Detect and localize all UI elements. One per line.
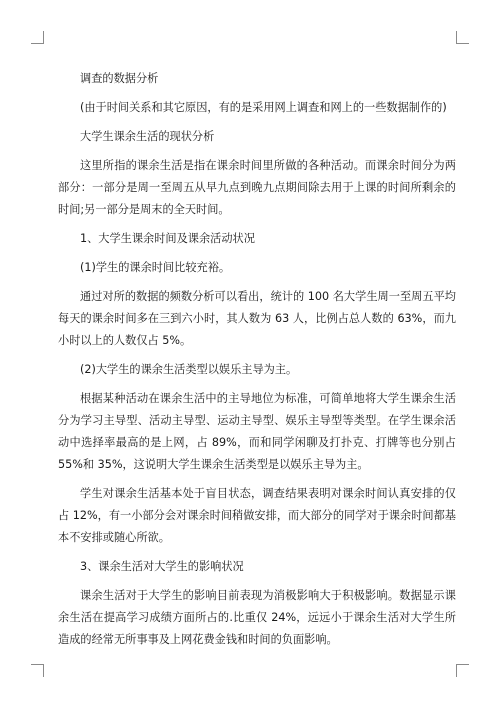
crop-mark-top-left bbox=[31, 31, 44, 44]
numbered-heading: 1、大学生课余时间及课余活动状况 bbox=[80, 232, 255, 245]
note-paragraph: (由于时间关系和其它原因，有的是采用网上调查和网上的一些数据制作的) bbox=[80, 101, 447, 114]
body-paragraph: 这里所指的课余生活是指在课余时间里所做的各种活动。而课余时间分为两部分：一部分是周一至周五从早九点到晚九点期间除去用于上课的时间所剩余的时间;另一部分是周末的全天时间。 bbox=[58, 159, 456, 216]
point-heading: (2)大学生的课余生活类型以娱乐主导为主。 bbox=[80, 363, 298, 376]
crop-mark-top-right bbox=[456, 31, 469, 44]
crop-mark-bottom-right bbox=[456, 664, 469, 677]
body-paragraph: 根据某种活动在课余生活中的主导地位为标准，可简单地将大学生课余生活分为学习主导型、活动主导型、运动主导型、娱乐主导型等类型。在学生课余活动中选择率最高的是上网，占 89%，而和同学闲聊及打扑克、打牌等也分别占 55%和 35%，这说明大学生课余生活类型是以娱乐主导为主。 bbox=[58, 392, 456, 471]
document-body bbox=[58, 68, 456, 658]
body-paragraph: 通过对所的数据的频数分析可以看出，统计的 100 名大学生周一至周五平均每天的课余时间多在三到六小时，其人数为 63 人，比例占总人数的 63%，而九小时以上的人数仅占 5%。 bbox=[58, 290, 456, 347]
subsection-heading: 大学生课余生活的现状分析 bbox=[80, 130, 215, 143]
point-heading: (1)学生的课余时间比较充裕。 bbox=[80, 261, 231, 274]
body-paragraph: 学生对课余生活基本处于盲目状态，调查结果表明对课余时间认真安排的仅占 12%，有一小部分会对课余时间稍做安排，而大部分的同学对于课余时间都基本不安排或随心所欲。 bbox=[58, 487, 456, 544]
section-heading: 调查的数据分析 bbox=[80, 72, 159, 85]
body-paragraph: 课余生活对于大学生的影响目前表现为消极影响大于积极影响。数据显示课余生活在提高学习成绩方面所占的.比重仅 24%，远远小于课余生活对大学生所造成的经常无所事事及上网花费金钱和时间的负面影响。 bbox=[58, 589, 456, 646]
numbered-heading: 3、课余生活对大学生的影响状况 bbox=[80, 560, 244, 573]
crop-mark-bottom-left bbox=[31, 664, 44, 677]
